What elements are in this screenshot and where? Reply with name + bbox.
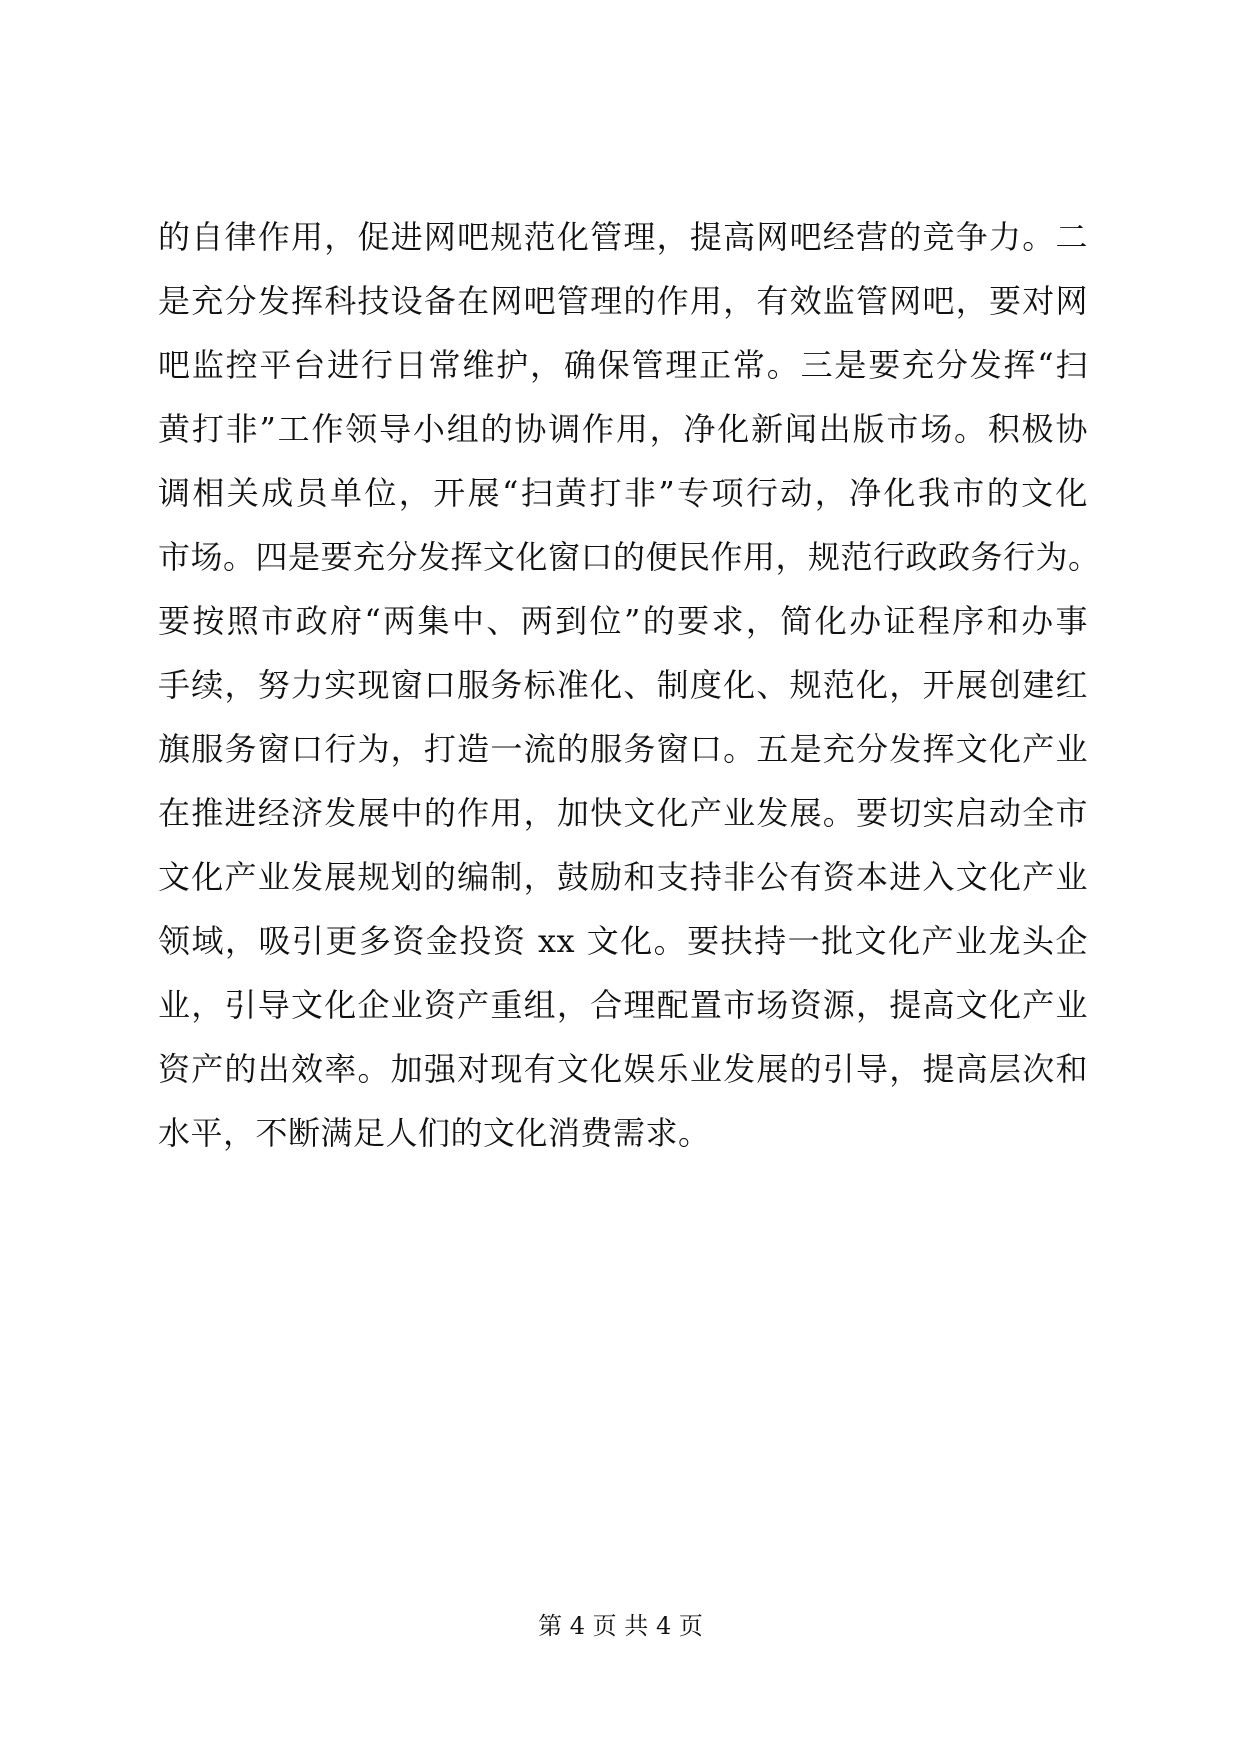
text-line: 资产的出效率。加强对现有文化娱乐业发展的引导，提高层次和 [158, 1050, 1088, 1088]
text-line: 的自律作用，促进网吧规范化管理，提高网吧经营的竞争力。二 [158, 218, 1088, 256]
text-line: 手续，努力实现窗口服务标准化、制度化、规范化，开展创建红 [158, 666, 1088, 704]
text-line: 要按照市政府“两集中、两到位”的要求，简化办证程序和办事 [158, 602, 1088, 640]
text-line: 文化产业发展规划的编制，鼓励和支持非公有资本进入文化产业 [158, 858, 1088, 896]
page-footer: 第 4 页 共 4 页 [538, 1612, 703, 1640]
text-line: 市场。四是要充分发挥文化窗口的便民作用，规范行政政务行为。 [158, 538, 1101, 576]
text-line: 调相关成员单位，开展“扫黄打非”专项行动，净化我市的文化 [158, 474, 1088, 512]
text-line: 吧监控平台进行日常维护，确保管理正常。三是要充分发挥“扫 [158, 346, 1088, 384]
text-line: 业，引导文化企业资产重组，合理配置市场资源，提高文化产业 [158, 986, 1088, 1024]
text-line: 旗服务窗口行为，打造一流的服务窗口。五是充分发挥文化产业 [158, 730, 1088, 768]
text-line: 黄打非”工作领导小组的协调作用，净化新闻出版市场。积极协 [158, 410, 1088, 448]
body-paragraph [158, 205, 1101, 1165]
text-line: 水平，不断满足人们的文化消费需求。 [158, 1114, 711, 1152]
text-line: 在推进经济发展中的作用，加快文化产业发展。要切实启动全市 [158, 794, 1088, 832]
text-line: 是充分发挥科技设备在网吧管理的作用，有效监管网吧，要对网 [158, 282, 1088, 320]
text-line: 领域，吸引更多资金投资 xx 文化。要扶持一批文化产业龙头企 [158, 922, 1088, 960]
